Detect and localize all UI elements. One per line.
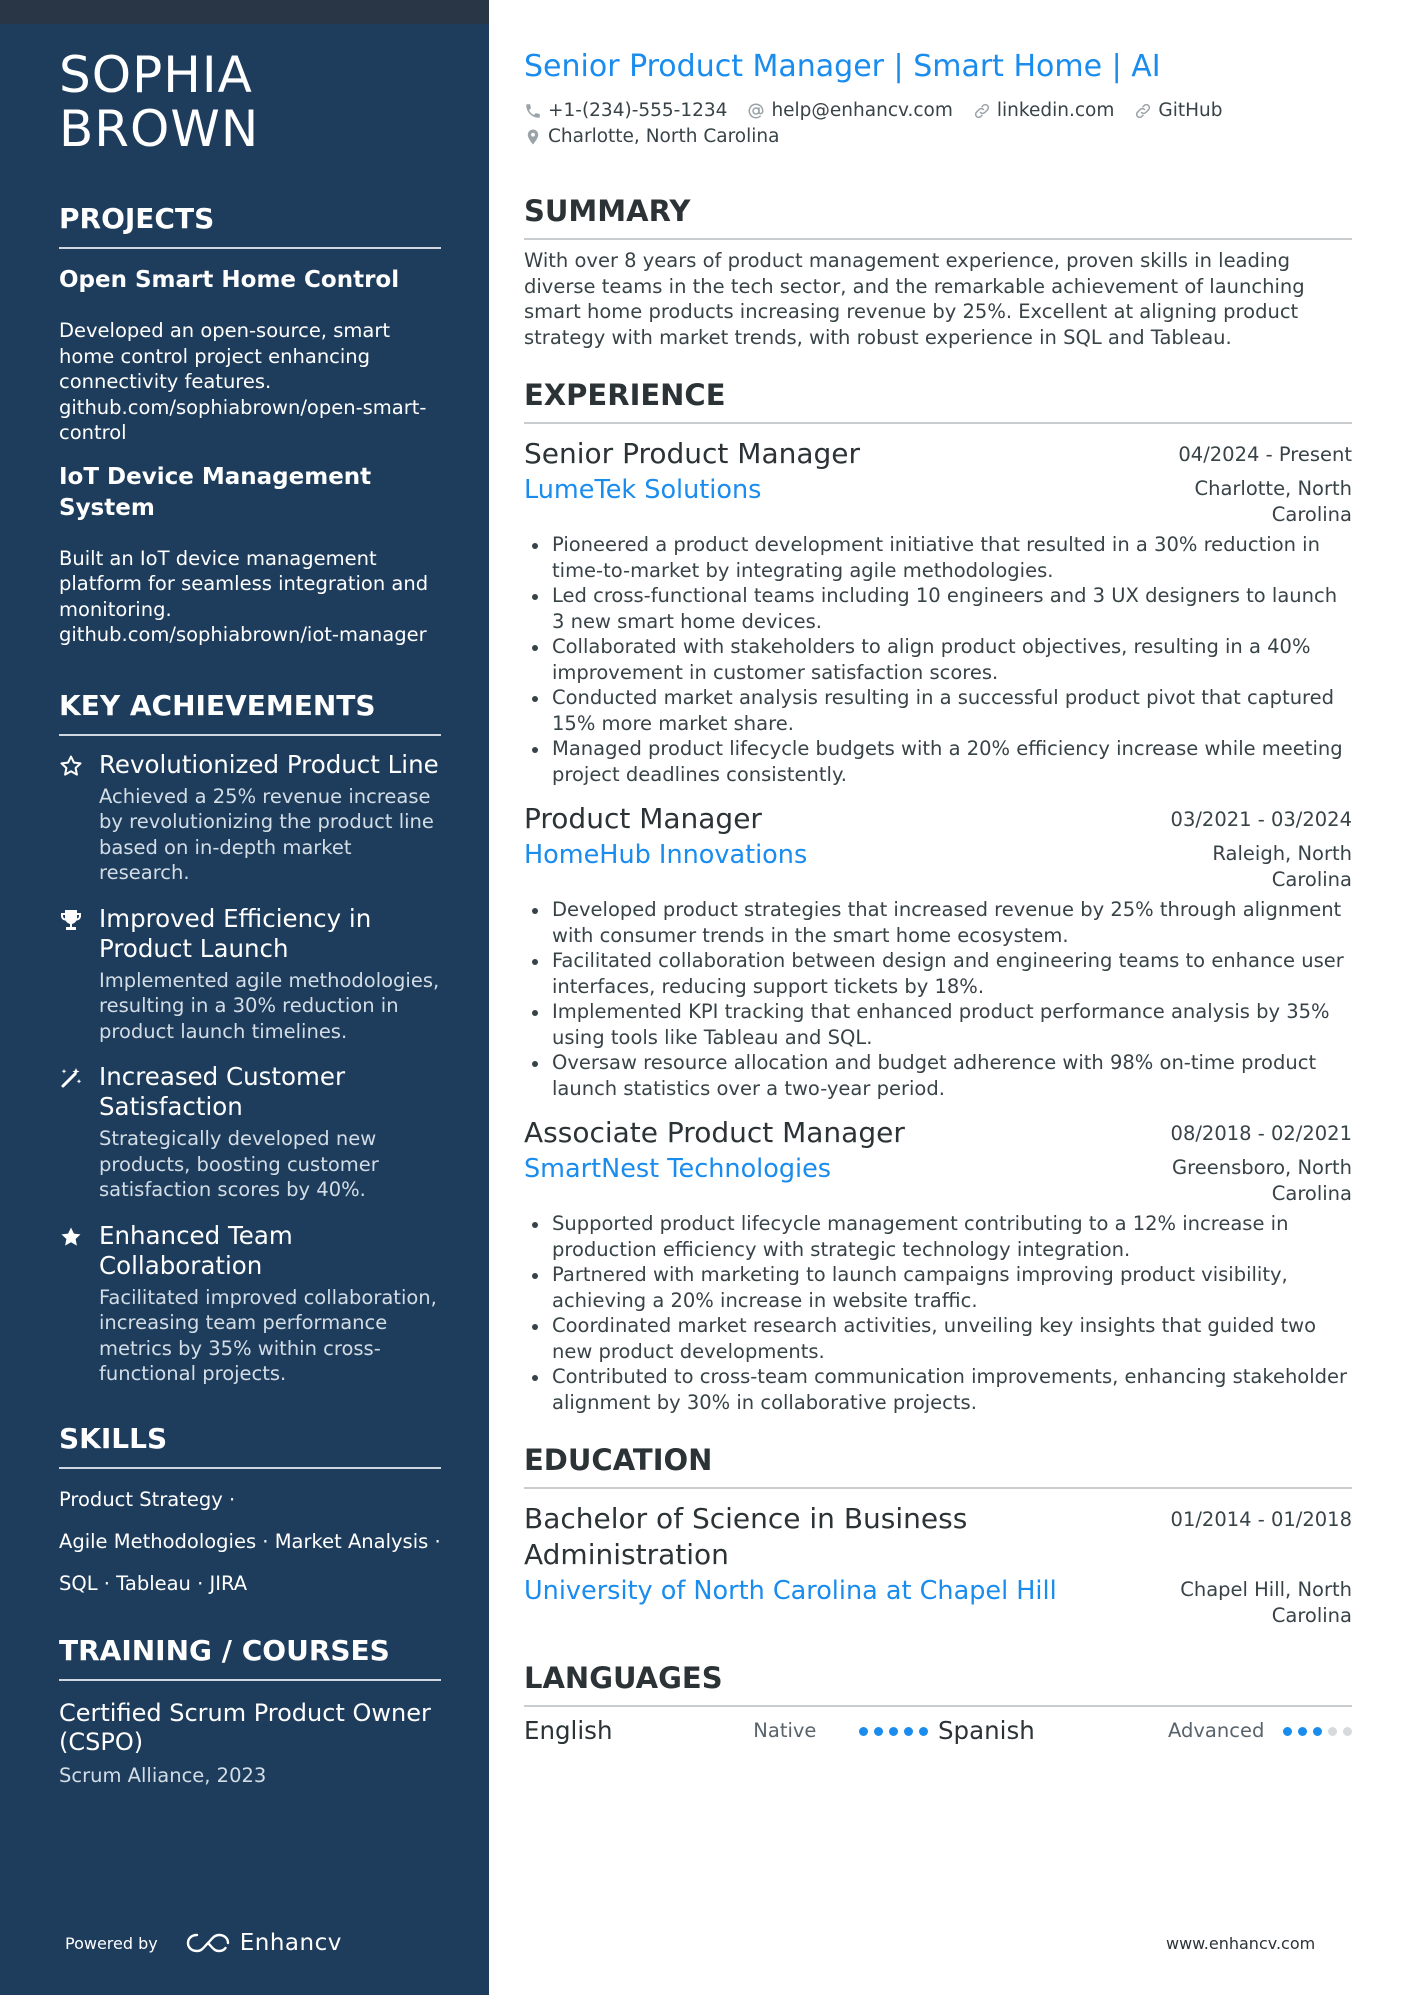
rating-dot-empty <box>1343 1727 1352 1736</box>
language-level: Advanced <box>1168 1719 1265 1742</box>
bullet-item: Partnered with marketing to launch campaigns improving product visibility, achieving a 20% increase in website traffic. <box>524 1262 1352 1313</box>
languages-heading: LANGUAGES <box>524 1661 1352 1707</box>
sidebar-top-bar <box>0 0 489 24</box>
job-location: Charlotte, North Carolina <box>1194 477 1352 526</box>
bullet-item: Developed product strategies that increased revenue by 25% through alignment with consumer trends in the smart home ecosystem. <box>524 897 1352 948</box>
key-achievements-section <box>59 690 441 1387</box>
rating-dot-filled <box>919 1727 928 1736</box>
project-description: Developed an open-source, smart home control project enhancing connectivity features. github.com/sophiabrown/open-smart-control <box>59 319 427 444</box>
project-item <box>59 462 441 648</box>
sidebar <box>0 0 489 1995</box>
footer-url[interactable]: www.enhancv.com <box>1166 1934 1316 1953</box>
location-pin-icon <box>524 128 542 146</box>
skill-line: Product Strategy · <box>59 1487 236 1511</box>
trophy-icon <box>59 904 99 1045</box>
achievement-title: Improved Efficiency in Product Launch <box>99 903 372 963</box>
skills-heading: SKILLS <box>59 1423 441 1469</box>
achievement-item <box>59 1062 441 1203</box>
course-title: Certified Scrum Product Owner (CSPO) <box>59 1698 431 1756</box>
rating-dot-filled <box>859 1727 868 1736</box>
job-location: Raleigh, North Carolina <box>1212 842 1352 891</box>
headline-title: Senior Product Manager | Smart Home | AI <box>524 49 1161 84</box>
rating-dot-filled <box>1313 1727 1322 1736</box>
training-section <box>59 1635 441 1788</box>
achievement-description: Facilitated improved collaboration, increasing team performance metrics by 35% within cross-functional projects. <box>99 1285 437 1385</box>
language-item <box>938 1715 1352 1747</box>
project-title: Open Smart Home Control <box>59 267 400 293</box>
bullet-item: Contributed to cross-team communication improvements, enhancing stakeholder alignment by 30% in collaborative projects. <box>524 1364 1352 1415</box>
link-icon <box>973 102 991 120</box>
bullet-item: Pioneered a product development initiative that resulted in a 30% reduction in time-to-market by integrating agile methodologies. <box>524 532 1352 583</box>
magic-wand-icon <box>59 1062 99 1203</box>
candidate-name <box>59 48 441 156</box>
job-bullets <box>524 532 1352 787</box>
job-role: Senior Product Manager <box>524 437 861 470</box>
education-heading: EDUCATION <box>524 1443 1352 1489</box>
bullet-item: Conducted market analysis resulting in a successful product pivot that captured 15% more market share. <box>524 685 1352 736</box>
job-dates: 03/2021 - 03/2024 <box>1170 808 1352 831</box>
job-dates: 04/2024 - Present <box>1178 443 1352 466</box>
language-rating <box>1277 1727 1352 1736</box>
experience-heading: EXPERIENCE <box>524 378 1352 424</box>
job-dates: 08/2018 - 02/2021 <box>1170 1122 1352 1145</box>
key-achievements-heading: KEY ACHIEVEMENTS <box>59 690 441 736</box>
contact-info <box>524 98 1352 150</box>
training-heading: TRAINING / COURSES <box>59 1635 441 1681</box>
language-level: Native <box>753 1719 817 1742</box>
powered-by <box>65 1930 342 1956</box>
bullet-item: Coordinated market research activities, unveiling key insights that guided two new product developments. <box>524 1313 1352 1364</box>
achievement-description: Implemented agile methodologies, resulting in a 30% reduction in product launch timelines. <box>99 968 440 1043</box>
github-contact[interactable] <box>1134 98 1222 124</box>
experience-item <box>524 1115 1352 1415</box>
achievement-title: Revolutionized Product Line <box>99 749 439 779</box>
job-location: Greensboro, North Carolina <box>1172 1156 1352 1205</box>
course-provider: Scrum Alliance, 2023 <box>59 1763 267 1787</box>
achievement-description: Strategically developed new products, boosting customer satisfaction scores by 40%. <box>99 1127 379 1201</box>
rating-dot-filled <box>1298 1727 1307 1736</box>
bullet-item: Supported product lifecycle management contributing to a 12% increase in production efficiency with strategic technology integration. <box>524 1211 1352 1262</box>
achievement-title: Increased Customer Satisfaction <box>99 1062 346 1121</box>
powered-by-label: Powered by <box>65 1933 158 1953</box>
bullet-item: Implemented KPI tracking that enhanced product performance analysis by 35% using tools like Tableau and SQL. <box>524 999 1352 1050</box>
enhancv-brand-name: Enhancv <box>239 1930 342 1956</box>
phone-contact[interactable] <box>524 98 727 124</box>
summary-heading: SUMMARY <box>524 194 1352 240</box>
project-title: IoT Device Management System <box>59 463 372 521</box>
school-name[interactable]: University of North Carolina at Chapel Hill <box>524 1576 1057 1606</box>
link-icon <box>1134 102 1152 120</box>
star-outline-icon <box>59 750 99 886</box>
skills-list <box>59 1487 441 1597</box>
experience-section <box>524 378 1352 1415</box>
skills-section <box>59 1423 441 1597</box>
linkedin-contact[interactable] <box>973 98 1114 124</box>
bullet-item: Collaborated with stakeholders to align product objectives, resulting in a 40% improvement in customer satisfaction scores. <box>524 634 1352 685</box>
language-rating <box>853 1727 928 1736</box>
main-content <box>524 48 1352 1747</box>
achievement-item <box>59 1221 441 1387</box>
bullet-item: Led cross-functional teams including 10 engineers and 3 UX designers to launch 3 new smart home devices. <box>524 583 1352 634</box>
star-filled-icon <box>59 1221 99 1387</box>
job-role: Product Manager <box>524 802 762 835</box>
projects-section <box>59 203 441 648</box>
email-contact[interactable] <box>747 98 952 124</box>
rating-dot-empty <box>1328 1727 1337 1736</box>
education-location: Chapel Hill, North Carolina <box>1180 1578 1352 1627</box>
email-text: help@enhancv.com <box>771 100 953 121</box>
language-name: English <box>524 1716 613 1745</box>
company-name[interactable]: LumeTek Solutions <box>524 475 762 505</box>
summary-section <box>524 194 1352 350</box>
experience-item <box>524 436 1352 787</box>
summary-text: With over 8 years of product management experience, proven skills in leading diverse teams in the tech sector, and the remarkable achievement of launching smart home products increasing revenue by 25%. Excellent at aligning product strategy with market trends, with robust experience in SQL and Tableau. <box>524 249 1305 349</box>
linkedin-text: linkedin.com <box>996 100 1115 121</box>
languages-section <box>524 1661 1352 1747</box>
phone-icon <box>524 102 542 120</box>
rating-dot-filled <box>904 1727 913 1736</box>
enhancv-logo-icon <box>186 1932 230 1954</box>
location-contact <box>524 124 779 150</box>
achievement-description: Achieved a 25% revenue increase by revolutionizing the product line based on in-depth market research. <box>99 784 434 884</box>
rating-dot-filled <box>1283 1727 1292 1736</box>
education-dates: 01/2014 - 01/2018 <box>1170 1508 1352 1531</box>
bullet-item: Facilitated collaboration between design and engineering teams to enhance user interfaces, reducing support tickets by 18%. <box>524 948 1352 999</box>
skill-line: Agile Methodologies · Market Analysis · <box>59 1529 441 1553</box>
achievement-item <box>59 904 441 1045</box>
company-name[interactable]: SmartNest Technologies <box>524 1154 832 1184</box>
project-description: Built an IoT device management platform for seamless integration and monitoring. github.com/sophiabrown/iot-manager <box>59 546 429 646</box>
last-name: BROWN <box>59 100 260 158</box>
location-text: Charlotte, North Carolina <box>548 126 780 147</box>
experience-item <box>524 801 1352 1101</box>
job-bullets <box>524 897 1352 1101</box>
first-name: SOPHIA <box>59 46 253 104</box>
language-item <box>524 1715 938 1747</box>
github-text: GitHub <box>1158 100 1223 121</box>
education-item <box>524 1501 1352 1629</box>
education-section <box>524 1443 1352 1629</box>
job-bullets <box>524 1211 1352 1415</box>
bullet-item: Oversaw resource allocation and budget adherence with 98% on-time product launch statistics over a two-year period. <box>524 1050 1352 1101</box>
phone-text: +1-(234)-555-1234 <box>548 100 728 121</box>
project-item <box>59 265 441 446</box>
degree-title: Bachelor of Science in Business Administration <box>524 1502 968 1571</box>
rating-dot-filled <box>889 1727 898 1736</box>
rating-dot-filled <box>874 1727 883 1736</box>
language-name: Spanish <box>938 1716 1035 1745</box>
languages-list <box>524 1715 1352 1747</box>
at-icon <box>747 102 765 120</box>
enhancv-logo[interactable] <box>186 1930 342 1956</box>
achievement-title: Enhanced Team Collaboration <box>99 1220 293 1280</box>
skill-line: SQL · Tableau · JIRA <box>59 1571 248 1595</box>
job-role: Associate Product Manager <box>524 1116 905 1149</box>
bullet-item: Managed product lifecycle budgets with a 20% efficiency increase while meeting project deadlines consistently. <box>524 736 1352 787</box>
projects-heading: PROJECTS <box>59 203 441 249</box>
achievement-item <box>59 750 441 886</box>
company-name[interactable]: HomeHub Innovations <box>524 840 808 870</box>
